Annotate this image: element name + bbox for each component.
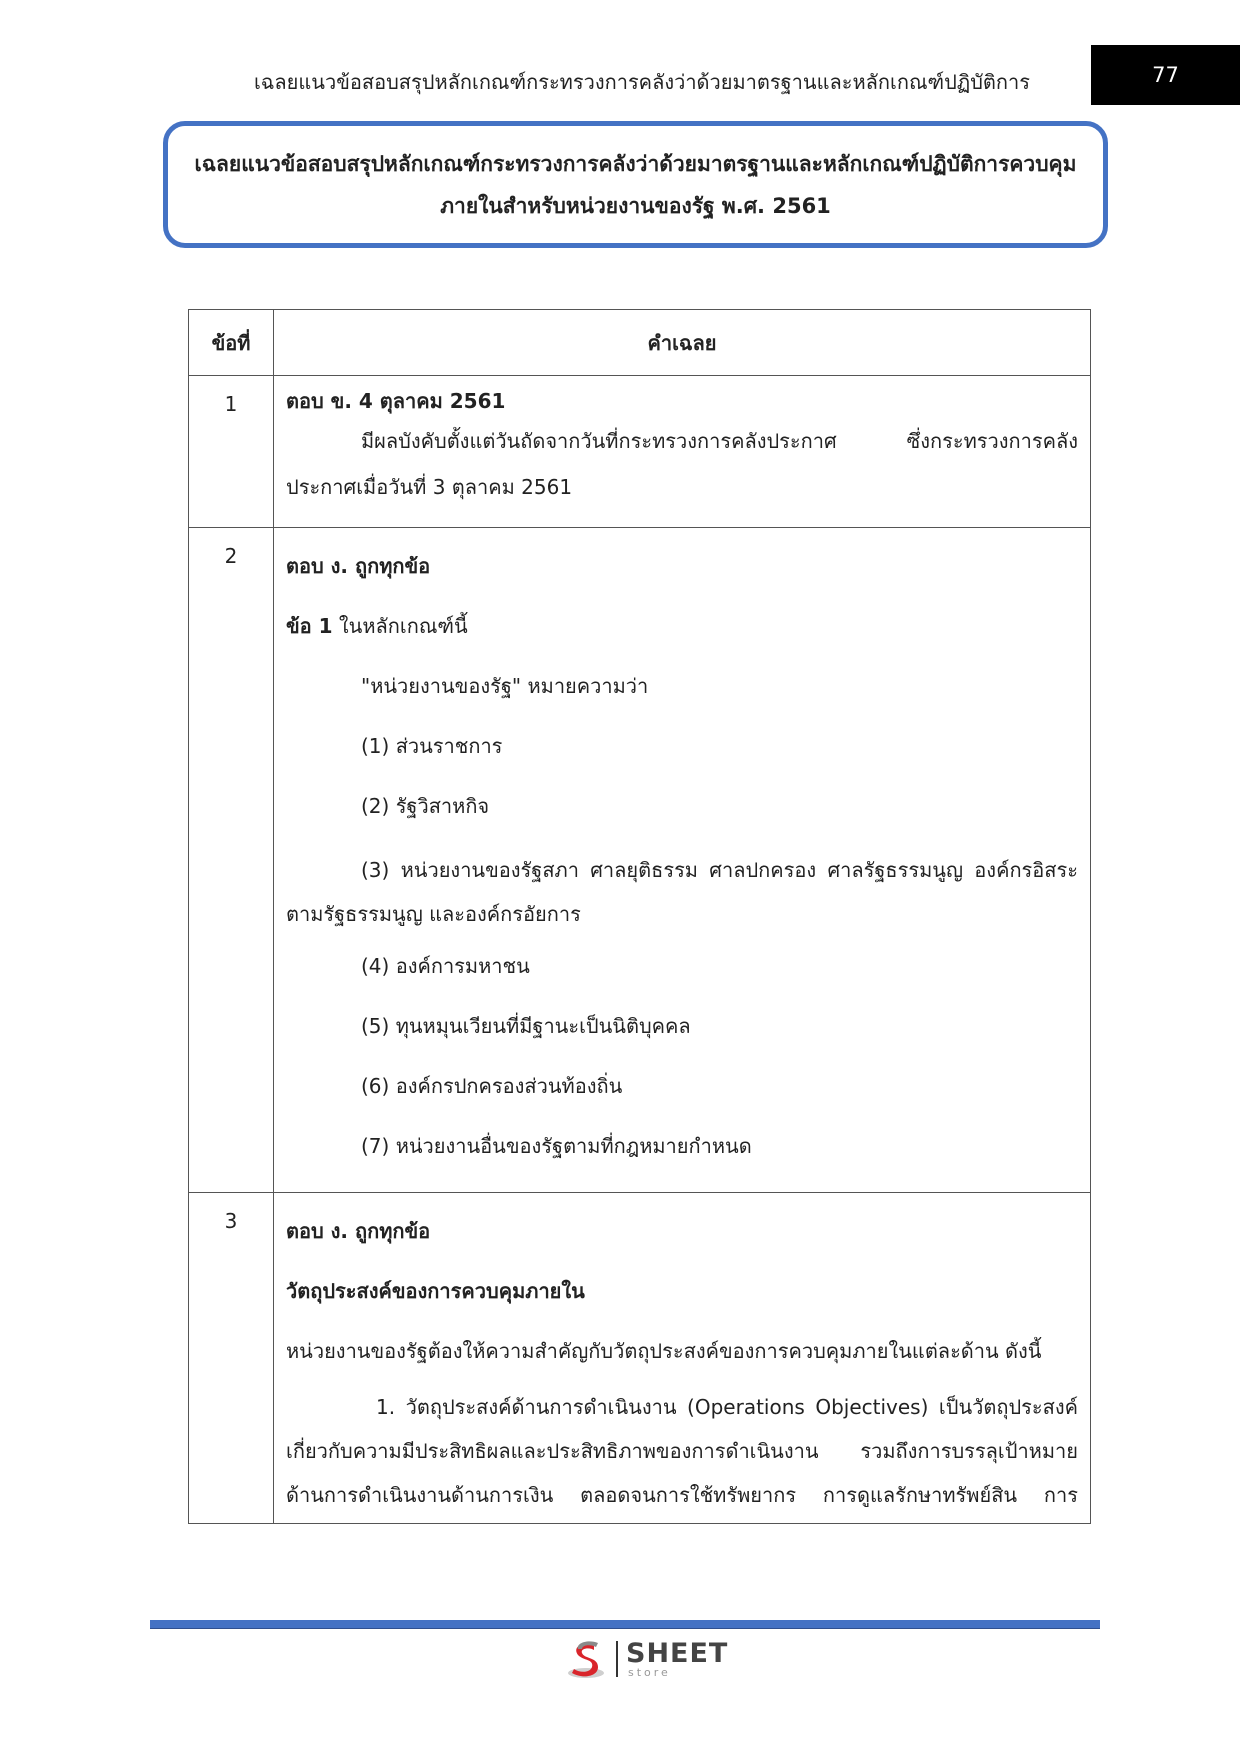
column-header-answer: คำเฉลย xyxy=(274,310,1091,376)
paragraph-line: ด้านการดำเนินงานด้านการเงิน ตลอดจนการใช้ทรัพยากร การดูแลรักษาทรัพย์สิน การ xyxy=(286,1483,1078,1507)
answer-cell xyxy=(274,528,1091,1193)
table-header-row xyxy=(189,310,1091,376)
sheet-store-logo xyxy=(564,1636,728,1682)
row-number: 1 xyxy=(189,376,274,528)
title-line-1: เฉลยแนวข้อสอบสรุปหลักเกณฑ์กระทรวงการคลังว่าด้วยมาตรฐานและหลักเกณฑ์ปฏิบัติการควบคุม xyxy=(194,151,1077,176)
clause-text: ในหลักเกณฑ์นี้ xyxy=(332,614,468,638)
logo-main-text: SHEET xyxy=(626,1638,729,1669)
answer-text: ประกาศเมื่อวันที่ 3 ตุลาคม 2561 xyxy=(286,475,573,499)
logo-sub-text: store xyxy=(628,1666,671,1679)
definition-line: "หน่วยงานของรัฐ" หมายความว่า xyxy=(361,674,649,698)
intro-text: หน่วยงานของรัฐต้องให้ความสำคัญกับวัตถุประสงค์ของการควบคุมภายในแต่ละด้าน ดังนี้ xyxy=(286,1339,1042,1363)
clause-line xyxy=(286,596,1078,656)
subheading: วัตถุประสงค์ของการควบคุมภายใน xyxy=(286,1279,585,1303)
logo-divider xyxy=(616,1641,618,1677)
table-row xyxy=(189,528,1091,1193)
list-item: (4) องค์การมหาชน xyxy=(361,954,530,978)
s-logo-icon xyxy=(564,1637,608,1681)
footer-bar xyxy=(150,1620,1100,1629)
answer-cell xyxy=(274,376,1091,528)
document-title xyxy=(163,121,1108,248)
list-item-continued: ตามรัฐธรรมนูญ และองค์กรอัยการ xyxy=(286,902,581,926)
list-item: (5) ทุนหมุนเวียนที่มีฐานะเป็นนิติบุคคล xyxy=(361,1014,691,1038)
logo-wordmark xyxy=(626,1640,728,1678)
list-item: (1) ส่วนราชการ xyxy=(361,734,503,758)
list-item: (3) หน่วยงานของรัฐสภา ศาลยุติธรรม ศาลปกครอง ศาลรัฐธรรมนูญ องค์กรอิสระ xyxy=(361,858,1078,882)
paragraph-line: เกี่ยวกับความมีประสิทธิผลและประสิทธิภาพของการดำเนินงาน รวมถึงการบรรลุเป้าหมาย xyxy=(286,1439,1078,1463)
table-row xyxy=(189,376,1091,528)
answer-text: มีผลบังคับตั้งแต่วันถัดจากวันที่กระทรวงการคลังประกาศ ซึ่งกระทรวงการคลัง xyxy=(361,429,1078,453)
list-item: (7) หน่วยงานอื่นของรัฐตามที่กฎหมายกำหนด xyxy=(361,1134,752,1158)
list-item: (6) องค์กรปกครองส่วนท้องถิ่น xyxy=(361,1074,623,1098)
clause-label: ข้อ 1 xyxy=(286,614,333,638)
answer-choice: ตอบ ง. ถูกทุกข้อ xyxy=(286,554,431,578)
row-number: 2 xyxy=(189,528,274,1193)
list-item: (2) รัฐวิสาหกิจ xyxy=(361,794,490,818)
title-line-2: ภายในสำหรับหน่วยงานของรัฐ พ.ศ. 2561 xyxy=(440,193,831,218)
row-number: 3 xyxy=(189,1193,274,1524)
column-header-no: ข้อที่ xyxy=(189,310,274,376)
page-number: 77 xyxy=(1091,45,1240,105)
running-header: เฉลยแนวข้อสอบสรุปหลักเกณฑ์กระทรวงการคลังว่าด้วยมาตรฐานและหลักเกณฑ์ปฏิบัติการ xyxy=(253,70,1030,94)
paragraph-line: 1. วัตถุประสงค์ด้านการดำเนินงาน (Operations Objectives) เป็นวัตถุประสงค์ xyxy=(376,1395,1078,1419)
answer-choice: ตอบ ง. ถูกทุกข้อ xyxy=(286,1219,431,1243)
answer-table xyxy=(188,309,1091,1524)
table-row xyxy=(189,1193,1091,1524)
answer-choice: ตอบ ข. 4 ตุลาคม 2561 xyxy=(286,389,506,413)
answer-cell xyxy=(274,1193,1091,1524)
